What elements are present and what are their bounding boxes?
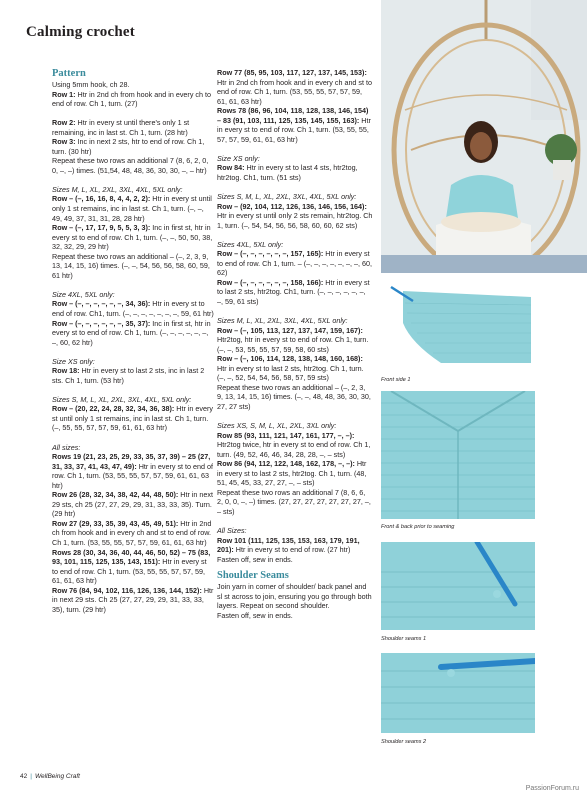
row-instruction — [52, 452, 214, 490]
row-label: Row 27 (29, 33, 35, 39, 43, 45, 49, 51): — [52, 518, 179, 528]
row-instruction — [52, 366, 214, 385]
row-label: Row – (–, –, –, –, –, –, 34, 36): — [52, 299, 151, 309]
row-label: Row 18: — [52, 366, 80, 376]
size-label-text: Sizes XS, S, M, L, XL, 2XL, 3XL only: — [217, 421, 337, 430]
row-text: Htr in every st to last 2 sts, htr2tog. Ch 1, turn. (48, 51, 45, 45, 33, 27, 27, –, – sts) — [217, 459, 367, 488]
row-text: Inc in next 2 sts, htr to end of row. Ch 1, turn. (30 htr) — [52, 137, 205, 156]
caption-front-back: Front & back prior to seaming — [381, 524, 455, 530]
intro-text: Using 5mm hook, ch 28. — [52, 80, 130, 89]
row-instruction — [217, 431, 373, 460]
row-text: Htr2tog, htr in every st to end of row. Ch 1, turn. (–, –, 53, 55, 55, 57, 59, 58, 60 sts) — [217, 335, 369, 354]
row-label: Row – (–, 17, 17, 9, 5, 5, 3, 3): — [52, 223, 151, 233]
size-label-text: Sizes M, L, XL, 2XL, 3XL, 4XL, 5XL only: — [217, 316, 348, 326]
size-label-text: Size XS only: — [52, 356, 95, 366]
row-text: Htr in 2nd ch from hook and in every ch to end of row. Ch 1, turn. (27) — [52, 89, 211, 109]
row-label: Rows 28 (30, 34, 36, 40, 44, 46, 50, 52) – 75 (83, 93, 101, 115, 125, 135, 143, 151): — [52, 547, 211, 567]
row-label: Row 76 (84, 94, 102, 116, 126, 136, 144, 152): — [52, 585, 202, 595]
row-instruction — [52, 319, 214, 348]
row-label: Row – (–, 106, 114, 128, 138, 148, 160, 168): — [217, 354, 363, 364]
row-text: Htr in next 29 sts, ch 25 (27, 27, 29, 29, 31, 33, 33, 35). Turn. (29 htr) — [52, 490, 214, 519]
row-text: Htr in every st to last 4 sts, htr2tog, htr2tog. Ch1, turn. (51 sts) — [217, 163, 358, 182]
row-text: Htr in every st to end of row. Ch 1, turn. (53, 55, 55, 57, 57, 59, 61, 61, 63 htr) — [52, 557, 207, 586]
row-label: Row – (92, 104, 112, 126, 136, 146, 156, 164): — [217, 201, 367, 211]
row-instruction — [217, 163, 373, 182]
footer-separator: | — [30, 773, 32, 780]
row-text: Htr2tog twice, htr in every st to end of row. Ch 1, turn. (49, 52, 46, 46, 34, 28, 28, –, – sts) — [217, 440, 371, 459]
size-label — [52, 185, 214, 195]
row-instruction — [217, 459, 373, 488]
row-text: Inc in first st, htr in every st to end of row. Ch 1, turn. (–, –, –, –, –, –, –, 60, 62 htr) — [52, 318, 211, 347]
magazine-name: WellBeing Craft — [34, 773, 80, 780]
row-instruction — [52, 519, 214, 548]
woman-in-swing-chair-image — [381, 0, 587, 273]
size-label — [217, 421, 373, 431]
size-label — [52, 395, 214, 405]
caption-front-side: Front side 1 — [381, 377, 411, 383]
size-label-text: Sizes S, M, L, XL, 2XL, 3XL, 4XL, 5XL only: — [217, 192, 357, 202]
size-label — [217, 192, 373, 202]
row-label: Row 2: — [52, 118, 76, 128]
row-instruction — [217, 202, 373, 231]
shoulder-seams-1-photo — [381, 542, 535, 630]
row-instruction — [217, 278, 373, 307]
row-label: Row 101 (111, 125, 135, 153, 163, 179, 191, 201): — [217, 535, 360, 555]
row-instruction — [52, 548, 214, 586]
size-label — [52, 443, 214, 453]
row-instruction — [52, 404, 214, 433]
row-text: Inc in first st, htr in every st to end of row. Ch 1, turn. (–, –, 50, 50, 38, 32, 32, 29, 29 htr) — [52, 223, 213, 252]
row-instruction — [217, 68, 373, 106]
caption-shoulder-seams-1: Shoulder seams 1 — [381, 636, 427, 642]
caption-shoulder-seams-2: Shoulder seams 2 — [381, 739, 427, 745]
row-instruction — [52, 586, 214, 615]
row-text: Htr in every st until only 1 st remains, inc in last st. Ch 1, turn. (–, 55, 55, 57, 57, 59, 61, 61, 63 htr) — [52, 404, 214, 433]
size-label — [52, 357, 214, 367]
row-instruction — [217, 106, 373, 144]
repeat-note: Repeat these two rows an additional – (–, 2, 3, 9, 13, 14, 15, 16) times. (–, –, 48, 48, 36, 30, 30, 27, 27 sts) — [217, 382, 371, 411]
row-label: Row – (–, 16, 16, 8, 4, 4, 2, 2): — [52, 194, 151, 204]
size-label-text: All sizes: — [52, 442, 81, 452]
site-watermark: PassionForum.ru — [525, 785, 579, 792]
size-label-text: All Sizes: — [217, 525, 247, 535]
row-text: Htr in every st to last 2 sts, inc in last 2 sts. Ch 1, turn. (53 htr) — [52, 366, 205, 385]
pattern-column-2 — [217, 68, 373, 620]
row-3 — [52, 137, 214, 156]
shoulder-seams-2-image — [381, 653, 535, 733]
size-label-text: Size 4XL, 5XL only: — [52, 289, 115, 299]
shoulder-seams-heading: Shoulder Seams — [217, 570, 289, 582]
row-text: Htr in every st to end of row. Ch1, turn. (–, –, –, –, –, –, –, 59, 61 htr) — [52, 299, 214, 318]
row-label: Row – (–, –, –, –, –, –, 35, 37): — [52, 318, 151, 328]
row-label: Row 1: — [52, 89, 76, 99]
size-label — [52, 290, 214, 300]
repeat-note: Repeat these two rows an additional 7 (8, 6, 6, 2, 0, 0, –, –) times. (27, 27, 27, 27, 27, 27, 27, –, – sts) — [217, 487, 371, 516]
row-instruction — [217, 536, 373, 565]
size-label-text: Sizes M, L, XL, 2XL, 3XL, 4XL, 5XL only: — [52, 184, 183, 194]
page-number: 42 — [20, 773, 28, 780]
row-instruction — [52, 490, 214, 519]
size-label — [217, 154, 373, 164]
row-text: Htr in 2nd ch from hook and in every ch and st to end of row. Ch 1, turn. (53, 55, 55, 57, 57, 59, 61, 61, 63 htr) — [52, 518, 212, 547]
repeat-note: Repeat these two rows an additional – (–, 2, 3, 9, 13, 14, 15, 16) times. (–, –, 54, 56, 56, 58, 60, 59, 61 htr) — [52, 251, 210, 280]
repeat-note: Repeat these two rows an additional 7 (8, 6, 2, 0, 0, –, –) times. (51,54, 48, 48, 36, 30, 30, –, – htr) — [52, 156, 209, 175]
pattern-heading: Pattern — [52, 68, 86, 79]
row-text: Htr in every st until there's only 1 st remaining, inc in last st. Ch 1, turn. (28 htr) — [52, 118, 190, 137]
row-label: Rows 78 (86, 96, 104, 118, 128, 138, 146, 154) – 83 (91, 103, 111, 125, 135, 145, 155, 163): — [217, 106, 369, 125]
row-text: Htr in every st to end of row. Ch 1, turn. – (–, –, –, –, –, –, –, 60, 62) — [217, 249, 373, 278]
row-label: Row – (–, –, –, –, –, –, 158, 166): — [217, 277, 324, 287]
crochet-front-panel-image — [381, 283, 535, 371]
row-instruction — [217, 326, 373, 355]
seams-text: Join yarn in corner of shoulder/ back panel and sl st across to join, ensuring you go through both layers. Repeat on second shoulder. — [217, 582, 372, 611]
page-footer — [20, 773, 80, 780]
row-text: Htr in every st to last 2 sts, htr2tog. Ch1, turn. (–, –, –, –, –, –, –, 59, 61 sts) — [217, 277, 370, 306]
page-section-title: Calming crochet — [26, 24, 135, 40]
row-instruction — [52, 299, 214, 318]
row-text: Htr in every st to last 2 sts, htr2tog. Ch 1, turn. (–, –, 52, 54, 54, 56, 58, 57, 59 sts) — [217, 363, 364, 383]
row-text: Htr in every st until only 1 st remains, inc in last st. Ch 1, turn. (–, –, 49, 49, 37, 31, 31, 28, 28 htr) — [52, 194, 212, 223]
shoulder-seams-1-image — [381, 542, 535, 630]
row-label: Row 77 (85, 95, 103, 117, 127, 137, 145, 153): — [217, 68, 367, 77]
row-label: Row 3: — [52, 137, 76, 147]
crochet-front-back-image — [381, 391, 535, 519]
size-label — [217, 526, 373, 536]
row-text: Htr in next 29 sts. Ch 25 (27, 27, 29, 29, 31, 33, 33, 35), turn. (29 htr) — [52, 585, 214, 614]
row-label: Row – (20, 22, 24, 28, 32, 34, 36, 38): — [52, 404, 175, 414]
row-text: Htr in every st to end of row. Ch 1, turn. (53, 55, 55, 57, 57, 59, 61, 61, 63 htr) — [52, 461, 214, 490]
row-1 — [52, 90, 214, 109]
row-text: Htr in every st to end of row. (27 htr) Fasten off, sew in ends. — [217, 545, 351, 564]
shoulder-seams-2-photo — [381, 653, 535, 733]
size-label-text: Sizes S, M, L, XL, 2XL, 3XL, 4XL, 5XL only: — [52, 394, 192, 404]
front-side-photo — [381, 283, 535, 371]
row-instruction — [217, 354, 373, 383]
front-back-photo — [381, 391, 535, 519]
size-label — [217, 240, 373, 250]
row-label: Row 86 (94, 112, 122, 148, 162, 178, –, –): — [217, 459, 355, 469]
row-text: Htr in every st until only 2 sts remain, htr2tog. Ch 1, turn. (–, 54, 54, 56, 56, 58, 60, 60, 62 sts) — [217, 211, 373, 230]
row-instruction — [217, 249, 373, 278]
row-label: Row – (–, –, –, –, –, –, 157, 165): — [217, 249, 324, 259]
row-label: Row – (–, 105, 113, 127, 137, 147, 159, 167): — [217, 325, 363, 335]
row-text: Htr in every st to end of row. Ch 1, turn. (53, 55, 55, 57, 57, 59, 61, 61, 63 htr) — [217, 115, 371, 144]
row-text: Htr in 2nd ch from hook and in every ch and st to end of row. Ch 1, turn. (53, 55, 55, 57, 57, 59, 61, 61, 63 htr) — [217, 77, 373, 106]
size-label-text: Sizes 4XL, 5XL only: — [217, 239, 284, 249]
row-label: Row 84: — [217, 163, 245, 173]
row-2 — [52, 118, 214, 137]
row-label: Row 85 (93, 111, 121, 147, 161, 177, –, –): — [217, 430, 355, 440]
size-label — [217, 316, 373, 326]
row-label: Row 26 (28, 32, 34, 38, 42, 44, 48, 50): — [52, 490, 179, 500]
main-photo — [381, 0, 587, 273]
row-label: Rows 19 (21, 23, 25, 29, 33, 35, 37, 39) – 25 (27, 31, 33, 37, 41, 43, 47, 49): — [52, 452, 211, 471]
row-instruction — [52, 223, 214, 252]
pattern-column-1 — [52, 68, 214, 614]
seams-end: Fasten off, sew in ends. — [217, 610, 293, 620]
size-label-text: Size XS only: — [217, 153, 260, 163]
row-instruction — [52, 194, 214, 223]
